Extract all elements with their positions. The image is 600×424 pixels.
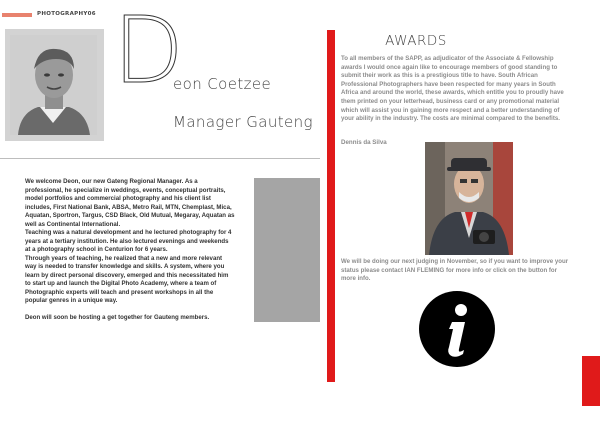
- info-icon: [419, 291, 495, 367]
- dropcap-letter: D: [113, 0, 184, 104]
- top-accent-bar: [2, 13, 32, 17]
- article-paragraph-1: We welcome Deon, our new Gateng Regional Manager. As a professional, he specialize in weddings, events, conceptual portraits, model portfolios and commercial photography and his client list includes, First National Bank, ABSA, Metro Rail, MTN, Chemplast, Mica, Aquatan, Sportron, Targus, CSD Black, Old Mutual, Megaray, Aquatan as well as Continental International.: [25, 178, 235, 228]
- awards-heading: AWARDS: [385, 33, 447, 49]
- awards-signature: Dennis da Silva: [341, 139, 387, 146]
- welcome-article: [25, 178, 253, 322]
- section-tag: PHOTOGRAPHY06: [37, 11, 96, 17]
- dennis-photo: [425, 142, 513, 255]
- profile-name: eon Coetzee: [173, 75, 272, 93]
- judging-paragraph: We will be doing our next judging in November, so if you want to improve your status please contact IAN FLEMING for more info or click on the button for more info.: [341, 258, 569, 283]
- deon-portrait-photo: [10, 35, 97, 135]
- article-paragraph-2: Teaching was a natural development and he lectured photography for 4 years at a tertiary institution. He also lectured evenings and weekends at a photography school in Centurion for 6 years.: [25, 229, 232, 253]
- info-button[interactable]: [419, 291, 495, 367]
- red-vertical-rule: [327, 30, 335, 382]
- section-divider: [0, 158, 320, 159]
- article-paragraph-3: Through years of teaching, he realized that a new and more relevant way is needed to transfer knowledge and skills. A system, where you learn by direct personal discovery, emerged and this necessitated him to start up and launch the Digital Photo Academy, where a team of Photographic experts will teach and present workshops in all the popular genres in a unique way.: [25, 254, 229, 304]
- gray-side-block: [254, 178, 320, 322]
- red-corner-tab: [582, 356, 600, 406]
- profile-role: Manager Gauteng: [173, 113, 313, 131]
- awards-paragraph: To all members of the SAPP, as adjudicator of the Associate & Fellowship awards I would once again like to encourage members of good standing to submit their work as this is a prestigious title to have. South African Professional Photographers have been respected for many years in South Africa and around the world, these awards, which entitle you to proudly have them printed on your letterhead, business card or any promotional material which will assist you in gaining more respect and a better understanding of your ability in the industry. The costs are minimal compared to the benefits.: [341, 55, 564, 123]
- article-paragraph-4: Deon will soon be hosting a get together for Gauteng members.: [25, 313, 210, 321]
